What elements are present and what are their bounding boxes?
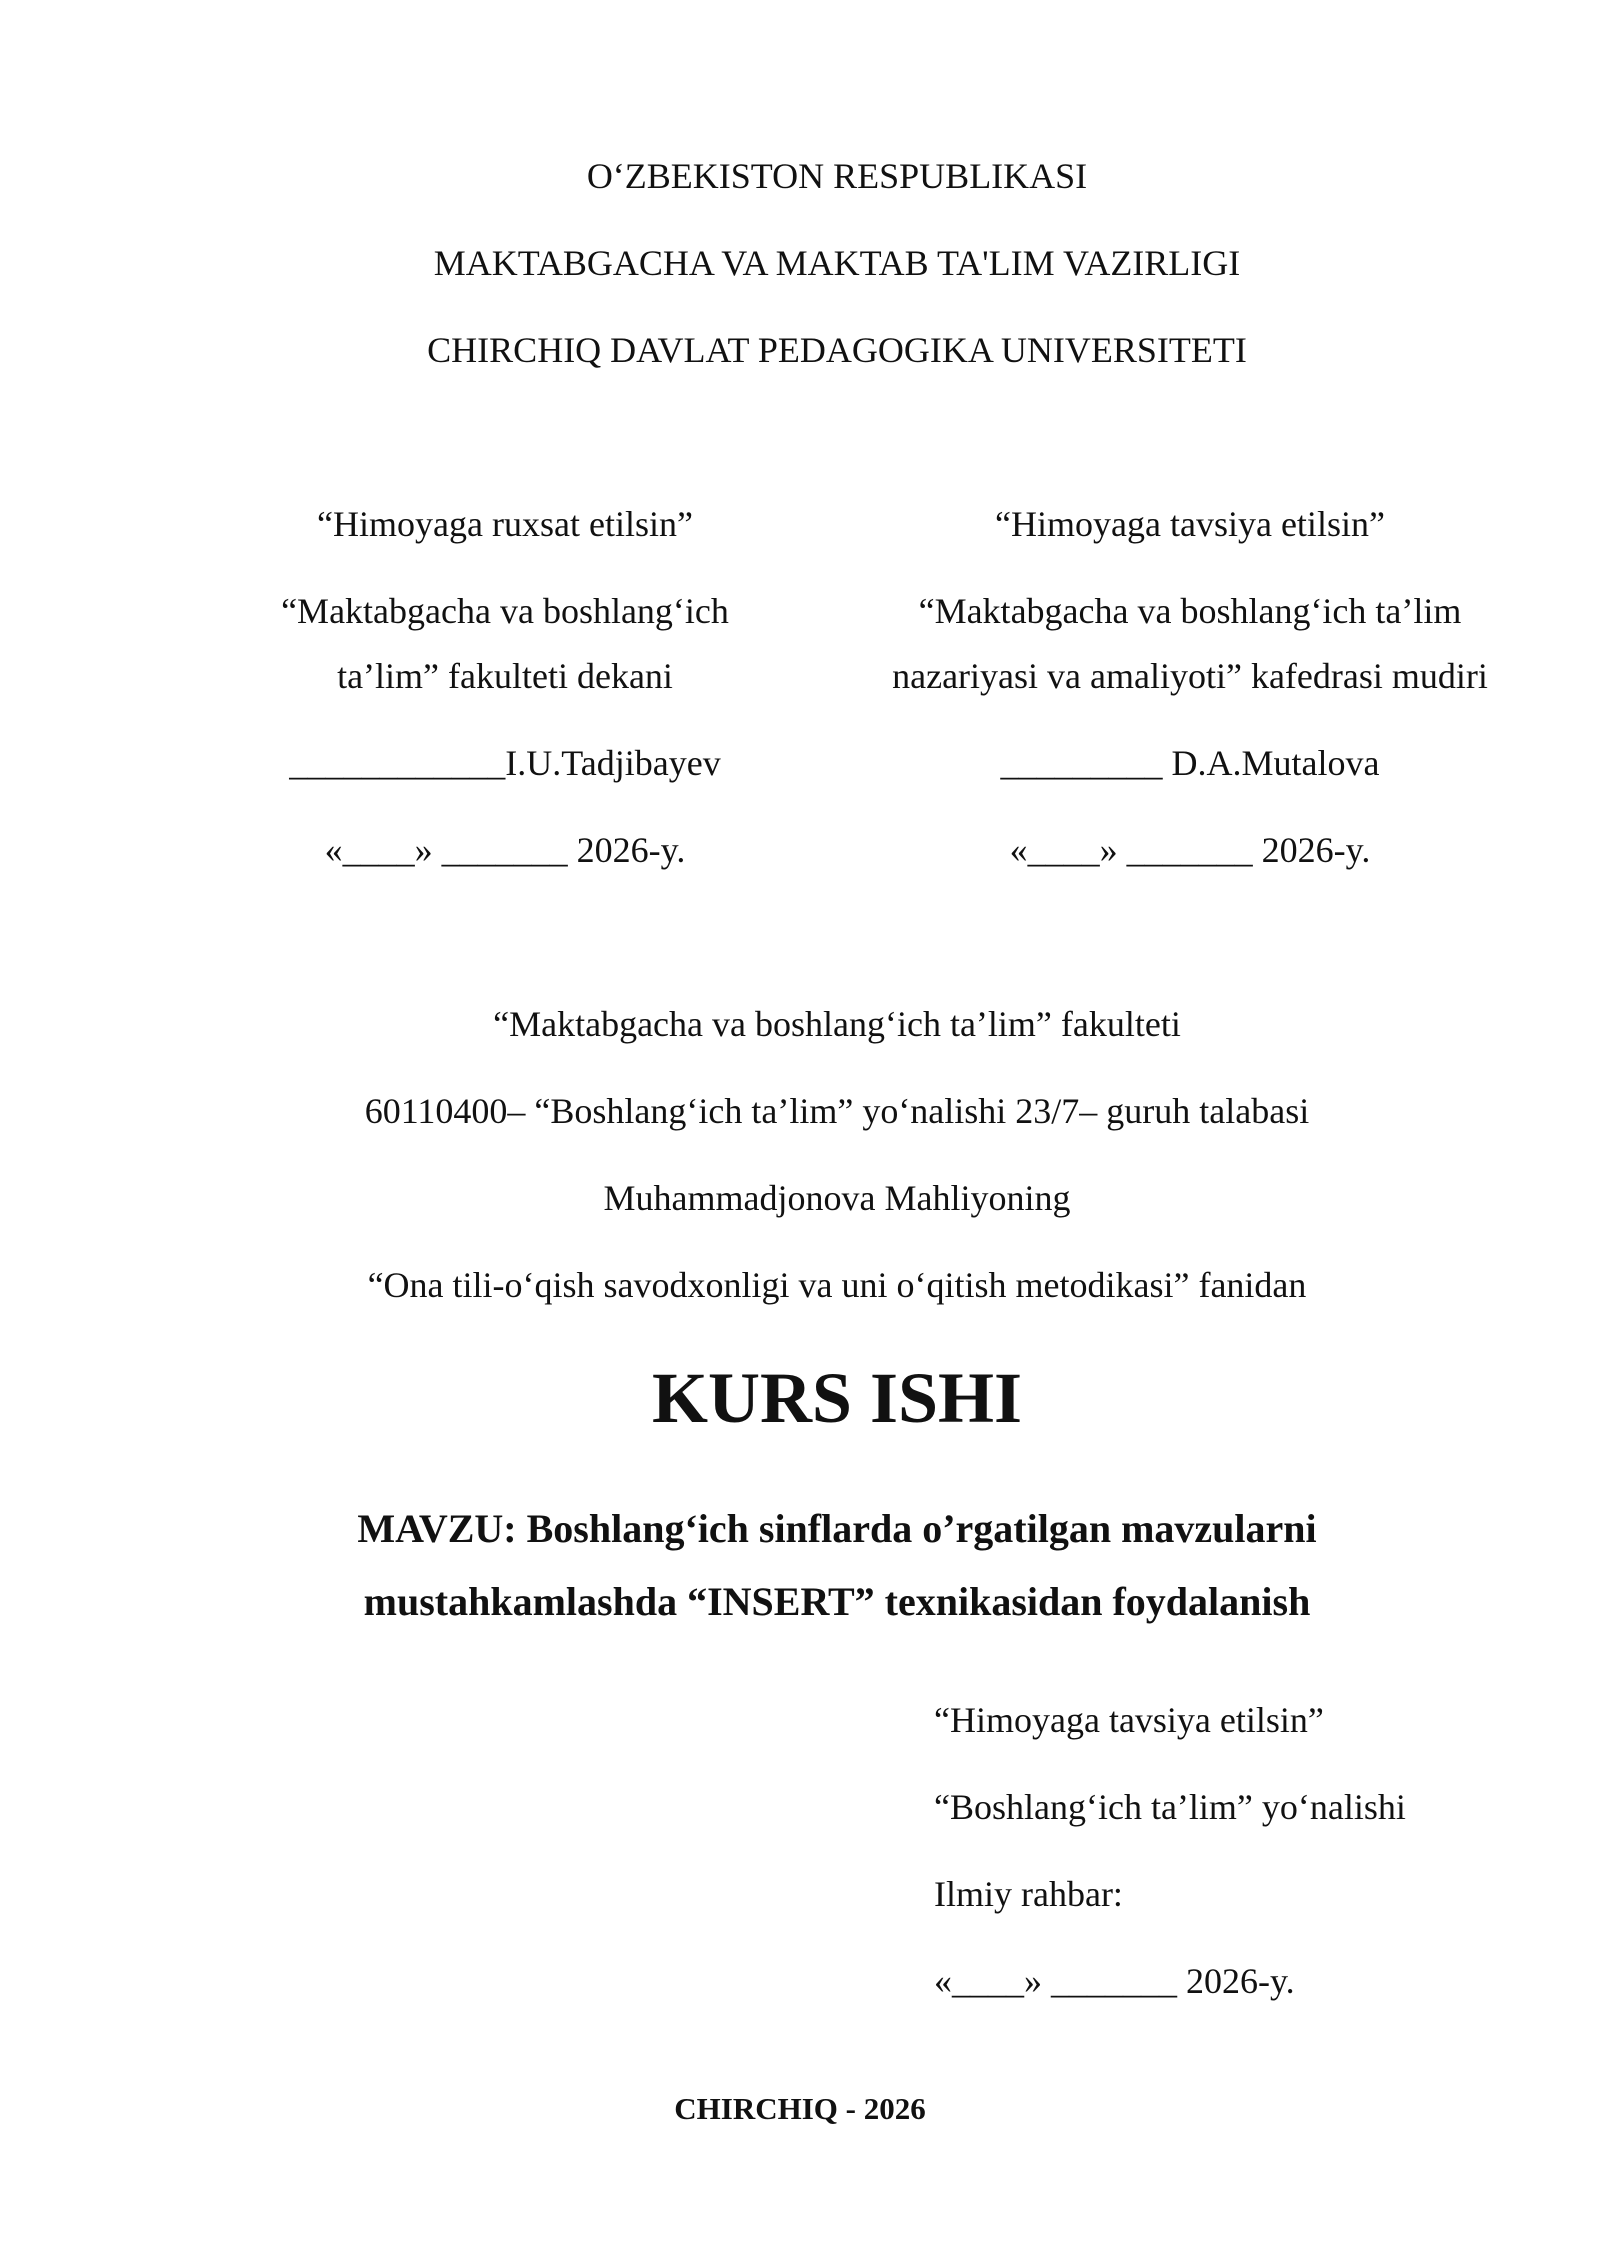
supervisor-approval-title: “Himoyaga tavsiya etilsin” bbox=[934, 1700, 1324, 1740]
head-approval-title: “Himoyaga tavsiya etilsin” bbox=[995, 504, 1385, 544]
ministry-line-1: O‘ZBEKISTON RESPUBLIKASI bbox=[586, 156, 1088, 196]
head-position-line-2: nazariyasi va amaliyoti” kafedrasi mudiri bbox=[892, 656, 1488, 696]
topic-line-1: MAVZU: Boshlang‘ich sinflarda o’rgatilgan mavzularni bbox=[357, 1506, 1317, 1551]
head-position-line-1: “Maktabgacha va boshlang‘ich ta’lim bbox=[918, 591, 1462, 631]
head-date-line: «____» _______ 2026-y. bbox=[1009, 830, 1371, 870]
student-direction: 60110400– “Boshlang‘ich ta’lim” yo‘nalishi 23/7– guruh talabasi bbox=[364, 1091, 1310, 1131]
scientific-advisor-label: Ilmiy rahbar: bbox=[934, 1874, 1123, 1914]
dean-date-line: «____» _______ 2026-y. bbox=[324, 830, 686, 870]
dean-signature-line: ____________I.U.Tadjibayev bbox=[289, 743, 721, 783]
city-year-footer: CHIRCHIQ - 2026 bbox=[674, 2091, 926, 2126]
student-name: Muhammadjonova Mahliyoning bbox=[603, 1178, 1071, 1218]
supervisor-direction: “Boshlang‘ich ta’lim” yo‘nalishi bbox=[934, 1787, 1406, 1827]
work-type-title: KURS ISHI bbox=[651, 1358, 1023, 1438]
head-signature-line: _________ D.A.Mutalova bbox=[1000, 743, 1380, 783]
supervisor-date-line: «____» _______ 2026-y. bbox=[934, 1961, 1295, 2001]
dean-position-line-2: ta’lim” fakulteti dekani bbox=[337, 656, 673, 696]
topic-line-2: mustahkamlashda “INSERT” texnikasidan foydalanish bbox=[363, 1579, 1311, 1624]
ministry-line-2: MAKTABGACHA VA MAKTAB TA'LIM VAZIRLIGI bbox=[433, 243, 1241, 283]
university-name: CHIRCHIQ DAVLAT PEDAGOGIKA UNIVERSITETI bbox=[427, 330, 1247, 370]
dean-position-line-1: “Maktabgacha va boshlang‘ich bbox=[281, 591, 729, 631]
course-subject: “Ona tili-o‘qish savodxonligi va uni o‘qitish metodikasi” fanidan bbox=[367, 1265, 1307, 1305]
student-faculty: “Maktabgacha va boshlang‘ich ta’lim” fakulteti bbox=[493, 1004, 1181, 1044]
dean-approval-title: “Himoyaga ruxsat etilsin” bbox=[317, 504, 693, 544]
